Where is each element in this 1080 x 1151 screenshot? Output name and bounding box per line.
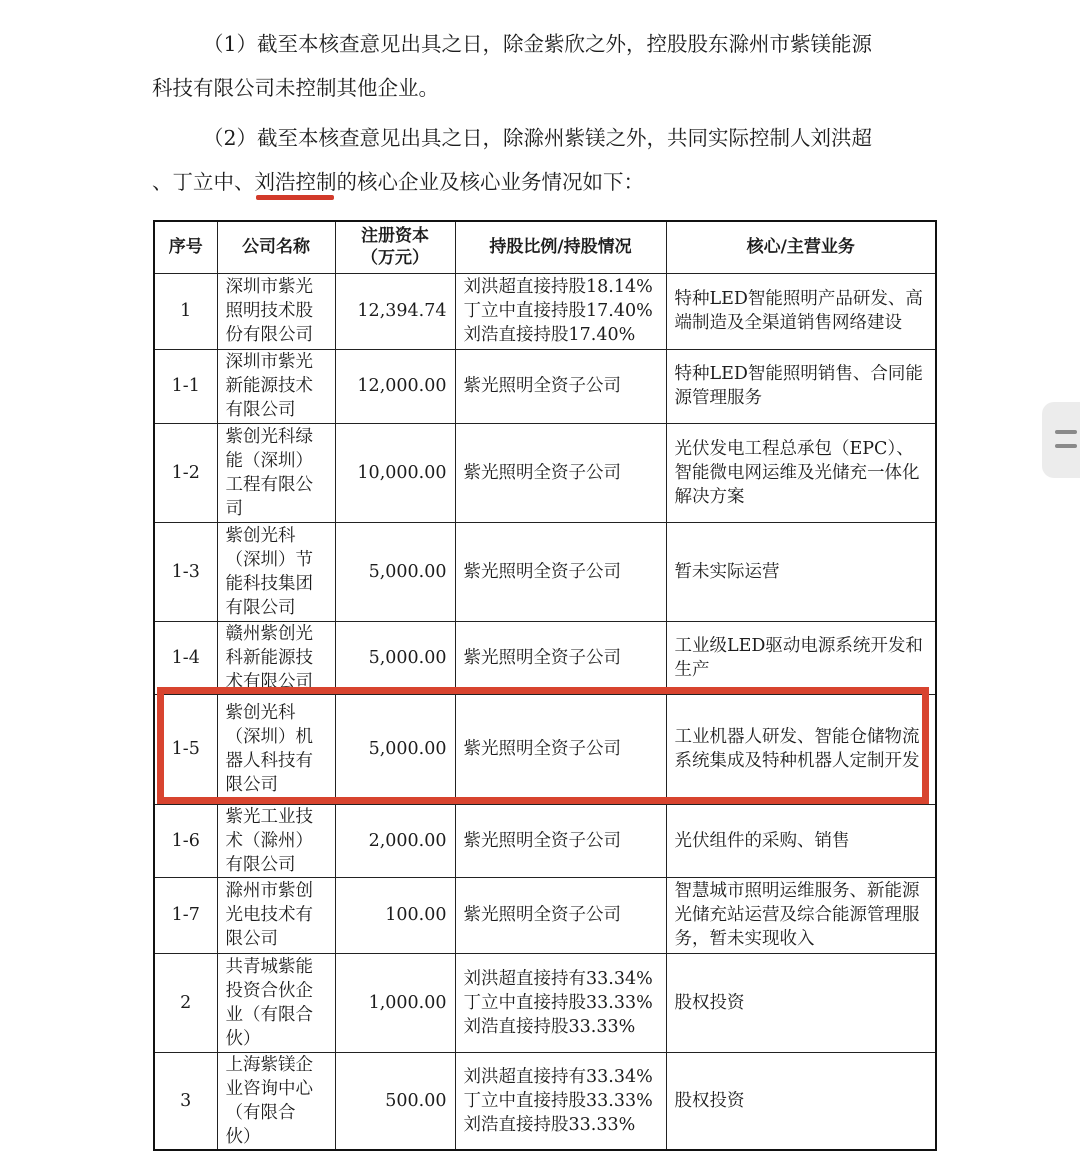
company-name-line: 投资合伙企 — [225, 980, 313, 1001]
header-company-name: 公司名称 — [217, 221, 335, 273]
company-name-line: 新能源技术 — [225, 376, 313, 396]
row-index: 1-5 — [154, 694, 217, 804]
shareholding-cell — [455, 694, 666, 804]
header-main-business: 核心/主营业务 — [666, 221, 936, 273]
handle-line-icon — [1055, 430, 1077, 434]
company-name-line: 共青城紫能 — [225, 956, 313, 977]
registered-capital-cell: 1,000.00 — [335, 953, 455, 1052]
company-name-line: 限公司 — [225, 775, 278, 795]
company-name-line: 能（深圳） — [225, 450, 313, 471]
company-name-line: 工程有限公 — [225, 474, 313, 495]
company-name-line: 赣州紫创光 — [225, 623, 313, 644]
company-name-line: 有限公司 — [225, 400, 296, 420]
company-name-cell — [217, 877, 335, 953]
registered-capital-cell: 5,000.00 — [335, 694, 455, 804]
company-name-line: 份有限公司 — [225, 325, 313, 345]
shareholding-line: 刘洪超直接持股18.14% — [463, 277, 653, 297]
company-name-line: 紫创光科 — [225, 703, 296, 723]
table-row — [154, 877, 936, 953]
shareholding-line: 紫光照明全资子公司 — [463, 739, 621, 759]
company-name-line: 深圳市紫光 — [225, 352, 313, 372]
company-name-line: 业咨询中心 — [225, 1078, 313, 1099]
company-name-line: 限公司 — [225, 929, 278, 949]
paragraph-1-line-2: 科技有限公司未控制其他企业。 — [152, 76, 439, 100]
row-index: 1-7 — [154, 877, 217, 953]
table-row — [154, 621, 936, 694]
shareholding-line: 紫光照明全资子公司 — [463, 561, 621, 582]
header-capital-line-1: 注册资本 — [361, 226, 429, 247]
company-name-line: 司 — [225, 498, 243, 519]
shareholding-cell — [455, 804, 666, 877]
table-row — [154, 1052, 936, 1150]
company-name-cell — [217, 694, 335, 804]
row-index: 3 — [154, 1052, 217, 1150]
table-row — [154, 804, 936, 877]
main-business-cell: 暂未实际运营 — [666, 522, 936, 621]
registered-capital-cell: 10,000.00 — [335, 423, 455, 522]
company-name-line: 器人科技有 — [225, 751, 313, 771]
company-name-line: 紫创光科 — [225, 525, 296, 546]
main-business-cell: 特种LED智能照明产品研发、高端制造及全渠道销售网络建设 — [666, 273, 936, 349]
shareholding-line: 刘浩直接持股17.40% — [463, 325, 636, 345]
company-name-cell — [217, 621, 335, 694]
company-name-line: 能科技集团 — [225, 573, 313, 594]
shareholding-line: 刘浩直接持股33.33% — [463, 1114, 636, 1135]
main-business-cell: 智慧城市照明运维服务、新能源光储充站运营及综合能源管理服务，暂未实现收入 — [666, 877, 936, 953]
shareholding-line: 丁立中直接持股17.40% — [463, 301, 653, 321]
table-row — [154, 694, 936, 804]
shareholding-cell — [455, 273, 666, 349]
shareholding-cell — [455, 522, 666, 621]
row-index: 1-4 — [154, 621, 217, 694]
company-name-line: 深圳市紫光 — [225, 277, 313, 297]
shareholding-line: 紫光照明全资子公司 — [463, 647, 621, 668]
company-name-line: 有限公司 — [225, 597, 296, 618]
main-business-cell: 光伏组件的采购、销售 — [666, 804, 936, 877]
company-name-line: （深圳）机 — [225, 727, 313, 747]
company-name-line: 紫创光科绿 — [225, 426, 313, 447]
shareholding-line: 刘浩直接持股33.33% — [463, 1016, 636, 1037]
shareholding-cell — [455, 1052, 666, 1150]
company-name-line: 光电技术有 — [225, 905, 313, 925]
paragraph-2-line-2: 、丁立中、刘浩控制的核心企业及核心业务情况如下： — [152, 170, 644, 194]
header-shareholding: 持股比例/持股情况 — [455, 221, 666, 273]
company-name-line: 滁州市紫创 — [225, 881, 313, 901]
company-name-line: 伙） — [225, 1028, 261, 1049]
main-business-cell: 光伏发电工程总承包（EPC）、智能微电网运维及光储充一体化解决方案 — [666, 423, 936, 522]
main-business-cell: 股权投资 — [666, 953, 936, 1052]
company-name-cell — [217, 423, 335, 522]
registered-capital-cell: 5,000.00 — [335, 522, 455, 621]
company-name-line: 伙） — [225, 1126, 261, 1147]
shareholding-line: 紫光照明全资子公司 — [463, 905, 621, 925]
red-underline-annotation — [256, 195, 334, 200]
company-name-line: 术（滁州） — [225, 830, 313, 851]
row-index: 2 — [154, 953, 217, 1052]
paragraph-2-line-1: （2）截至本核查意见出具之日，除滁州紫镁之外，共同实际控制人刘洪超 — [203, 126, 873, 150]
company-name-line: 有限公司 — [225, 854, 296, 875]
company-name-cell — [217, 273, 335, 349]
table-row — [154, 423, 936, 522]
company-name-line: 术有限公司 — [225, 671, 313, 692]
shareholding-line: 紫光照明全资子公司 — [463, 376, 621, 396]
shareholding-line: 刘洪超直接持有33.34% — [463, 1066, 653, 1087]
company-name-line: 业（有限合 — [225, 1004, 313, 1025]
company-name-cell — [217, 1052, 335, 1150]
handle-line-icon — [1055, 444, 1077, 448]
row-index: 1-3 — [154, 522, 217, 621]
main-business-cell: 工业级LED驱动电源系统开发和生产 — [666, 621, 936, 694]
table-row — [154, 273, 936, 349]
registered-capital-cell: 500.00 — [335, 1052, 455, 1150]
shareholding-line: 丁立中直接持股33.33% — [463, 1090, 653, 1111]
row-index: 1-6 — [154, 804, 217, 877]
header-index: 序号 — [154, 221, 217, 273]
registered-capital-cell: 12,000.00 — [335, 349, 455, 423]
shareholding-cell — [455, 953, 666, 1052]
row-index: 1 — [154, 273, 217, 349]
table-header-row — [154, 221, 936, 273]
registered-capital-cell: 12,394.74 — [335, 273, 455, 349]
paragraph-1-line-1: （1）截至本核查意见出具之日，除金紫欣之外，控股股东滁州市紫镁能源 — [203, 32, 873, 56]
main-business-cell: 工业机器人研发、智能仓储物流系统集成及特种机器人定制开发 — [666, 694, 936, 804]
shareholding-cell — [455, 349, 666, 423]
shareholding-cell — [455, 621, 666, 694]
header-capital-line-2: （万元） — [361, 248, 429, 269]
company-name-line: （有限合 — [225, 1102, 296, 1123]
main-business-cell: 股权投资 — [666, 1052, 936, 1150]
table-row — [154, 349, 936, 423]
shareholding-cell — [455, 423, 666, 522]
side-drawer-handle[interactable] — [1042, 402, 1080, 478]
table-row — [154, 522, 936, 621]
header-registered-capital — [335, 221, 455, 273]
table-row — [154, 953, 936, 1052]
company-name-line: 科新能源技 — [225, 647, 313, 668]
registered-capital-cell: 5,000.00 — [335, 621, 455, 694]
company-name-cell — [217, 804, 335, 877]
registered-capital-cell: 100.00 — [335, 877, 455, 953]
company-name-cell — [217, 522, 335, 621]
row-index: 1-1 — [154, 349, 217, 423]
row-index: 1-2 — [154, 423, 217, 522]
company-name-cell — [217, 349, 335, 423]
company-name-line: 紫光工业技 — [225, 806, 313, 827]
enterprise-table — [153, 220, 937, 1151]
company-name-line: （深圳）节 — [225, 549, 313, 570]
shareholding-line: 丁立中直接持股33.33% — [463, 992, 653, 1013]
main-business-cell: 特种LED智能照明销售、合同能源管理服务 — [666, 349, 936, 423]
registered-capital-cell: 2,000.00 — [335, 804, 455, 877]
shareholding-line: 刘洪超直接持有33.34% — [463, 968, 653, 989]
company-name-cell — [217, 953, 335, 1052]
shareholding-line: 紫光照明全资子公司 — [463, 830, 621, 851]
shareholding-cell — [455, 877, 666, 953]
shareholding-line: 紫光照明全资子公司 — [463, 462, 621, 483]
company-name-line: 照明技术股 — [225, 301, 313, 321]
company-name-line: 上海紫镁企 — [225, 1054, 313, 1075]
